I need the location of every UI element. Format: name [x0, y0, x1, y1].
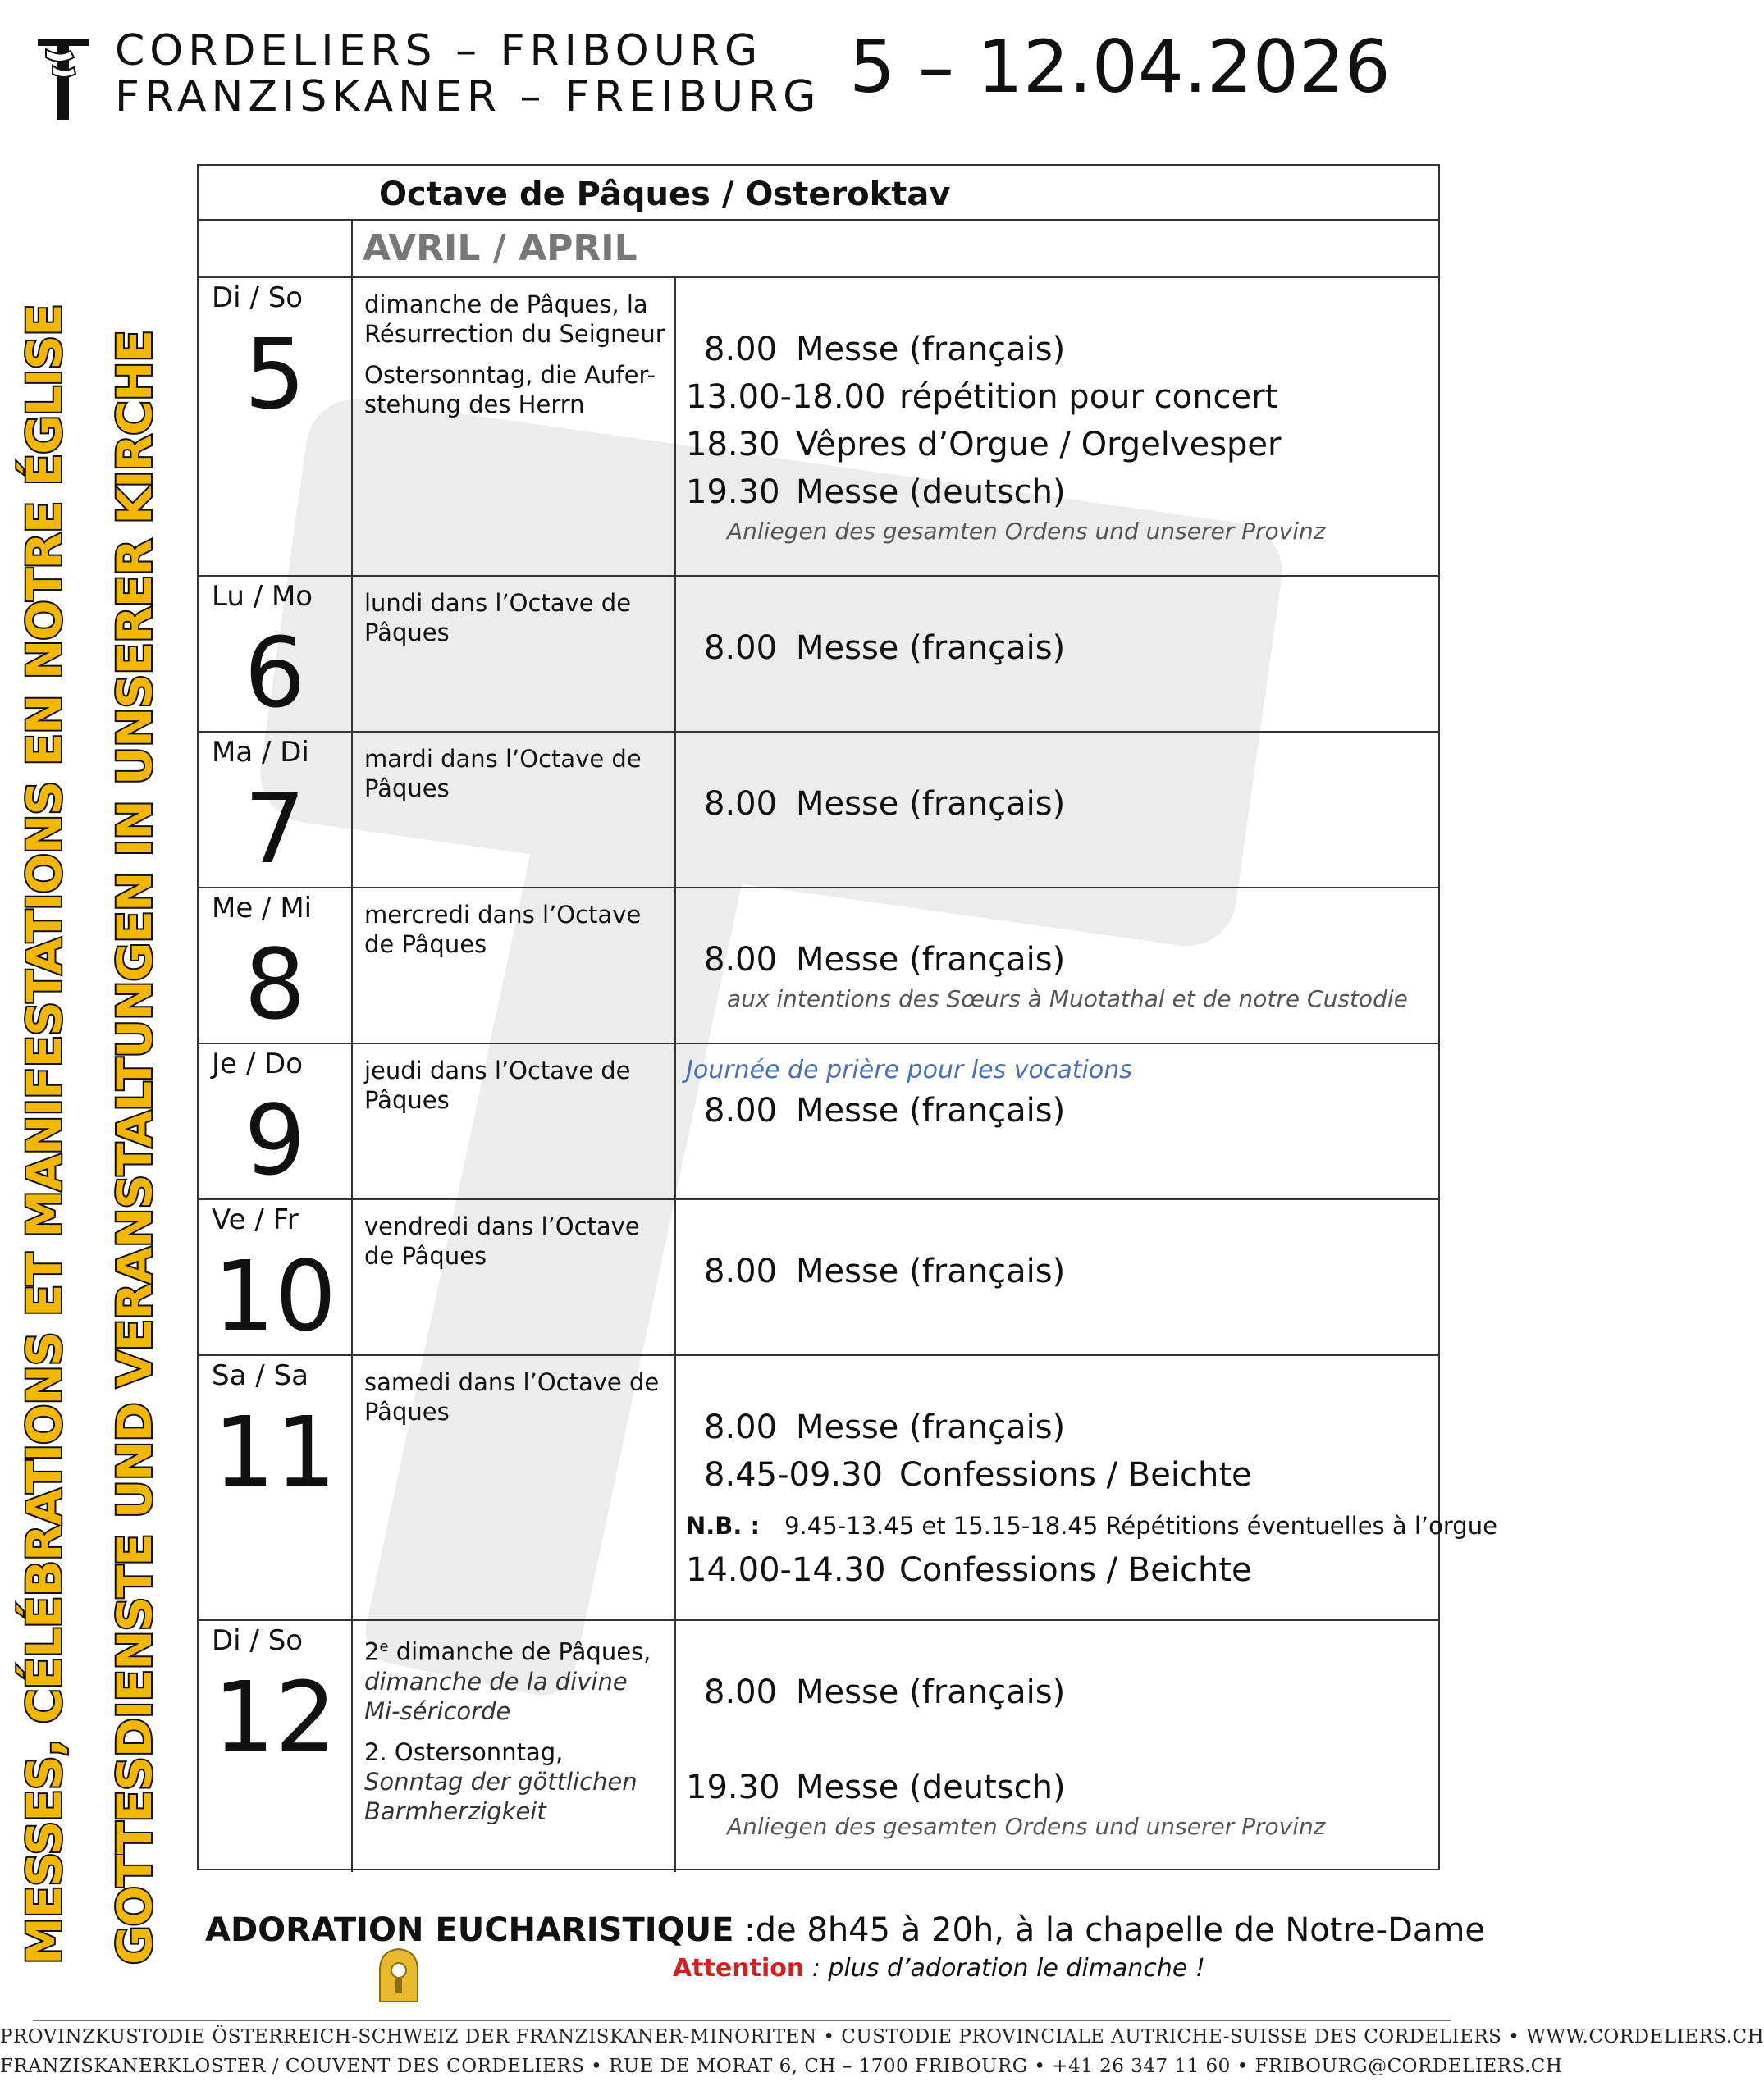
day-number: 9 — [244, 1084, 306, 1197]
adoration-text: de 8h45 à 20h, à la chapelle de Notre-Dame — [755, 1911, 1485, 1949]
day-number: 7 — [244, 772, 306, 885]
side-text-fr: MESSES, CÉLÉBRATIONS ET MANIFESTATIONS EN NOTRE ÉGLISE — [16, 304, 72, 1965]
day-row-5 — [199, 278, 1438, 577]
event: 8.45-09.30 Confessions / Beichte — [704, 1456, 1252, 1494]
liturgy-text — [364, 1632, 668, 1838]
day-row-9 — [199, 1044, 1438, 1200]
day-number: 8 — [244, 928, 306, 1041]
event: 8.00 Messe (français) — [704, 1408, 1066, 1446]
liturgy-text: jeudi dans l’Octave de Pâques — [364, 1057, 631, 1114]
day-number: 12 — [213, 1660, 337, 1774]
event: 8.00 Messe (français) — [704, 331, 1066, 368]
day-number: 6 — [244, 616, 306, 729]
day-row-6 — [199, 577, 1438, 733]
day-number: 11 — [213, 1395, 337, 1509]
nota-bene: N.B. : 9.45-13.45 et 15.15-18.45 Répétitions éventuelles à l’orgue — [686, 1512, 1497, 1540]
liturgy-text: mardi dans l’Octave de Pâques — [364, 745, 642, 802]
event: 19.30 Messe (deutsch) — [686, 473, 1066, 511]
footer-line-2: FRANZISKANERKLOSTER / COUVENT DES CORDELIERS • RUE DE MORAT 6, CH – 1700 FRIBOURG • +41 26 347 11 60 • FRIBOURG@CORDELIERS.CH — [0, 2056, 1563, 2077]
liturgy-text: vendredi dans l’Octave de Pâques — [364, 1212, 640, 1270]
octave-title: Octave de Pâques / Osteroktav — [379, 176, 951, 213]
event: 8.00 Messe (français) — [704, 1673, 1066, 1711]
schedule-table — [197, 164, 1497, 1870]
vocation-note: Journée de prière pour les vocations — [686, 1056, 1132, 1084]
day-row-12 — [199, 1621, 1438, 1872]
event-note: Anliegen des gesamten Ordens und unserer Provinz — [727, 518, 1326, 545]
attention-note: Attention : plus d’adoration le dimanche ! — [673, 1954, 1205, 1983]
day-abbr: Sa / Sa — [212, 1359, 308, 1392]
adoration-line: ADORATION EUCHARISTIQUE :de 8h45 à 20h, à la chapelle de Notre-Dame — [205, 1911, 1485, 1949]
liturgy-fr: 2e dimanche de Pâques, dimanche de la divine Mi-séricorde — [364, 1637, 651, 1725]
footer-line-1: PROVINZKUSTODIE ÖSTERREICH-SCHWEIZ DER FRANZISKANER-MINORITEN • CUSTODIE PROVINCIALE AUTRICHE-SUISSE DES CORDELIERS • WWW.CORDELIERS.CH — [0, 2026, 1764, 2048]
event: 19.30 Messe (deutsch) — [686, 1769, 1066, 1806]
liturgy-text: mercredi dans l’Octave de Pâques — [364, 901, 642, 958]
month-label: AVRIL / APRIL — [363, 227, 638, 269]
monstrance-icon — [373, 1946, 424, 2003]
day-abbr: Je / Do — [212, 1048, 303, 1080]
event: 8.00 Messe (français) — [704, 629, 1066, 667]
liturgy-text: samedi dans l’Octave de Pâques — [364, 1368, 660, 1426]
footer-divider — [33, 2020, 1451, 2021]
day-row-7 — [199, 733, 1438, 888]
org-title-de: FRANZISKANER – FREIBURG — [115, 72, 821, 121]
liturgy-de: 2. Ostersonntag, Sonntag der göttlichen Barmherzigkeit — [364, 1737, 638, 1825]
franciscan-cross-icon — [34, 33, 92, 123]
day-number: 5 — [244, 317, 306, 431]
attention-label: Attention — [673, 1954, 805, 1983]
day-abbr: Ma / Di — [212, 736, 309, 769]
day-row-11 — [199, 1356, 1497, 1621]
event: 8.00 Messe (français) — [704, 941, 1066, 979]
org-title — [115, 28, 820, 120]
day-abbr: Ve / Fr — [212, 1203, 299, 1236]
day-row-8 — [199, 888, 1438, 1044]
liturgy-text — [364, 290, 668, 431]
event: 8.00 Messe (français) — [704, 1092, 1066, 1130]
date-range: 5 – 12.04.2026 — [849, 25, 1391, 109]
org-title-fr: CORDELIERS – FRIBOURG — [115, 26, 763, 75]
event: 14.00-14.30 Confessions / Beichte — [686, 1551, 1252, 1589]
event: 8.00 Messe (français) — [704, 1253, 1066, 1290]
day-abbr: Di / So — [212, 281, 304, 314]
liturgy-fr: dimanche de Pâques, la Résurrection du Seigneur — [364, 290, 665, 348]
liturgy-de: Ostersonntag, die Aufer-stehung des Herrn — [364, 361, 656, 418]
adoration-label: ADORATION EUCHARISTIQUE — [205, 1911, 734, 1949]
event-note: aux intentions des Sœurs à Muotathal et de notre Custodie — [727, 985, 1408, 1012]
table-title-row — [199, 166, 1438, 221]
month-row — [199, 221, 1438, 278]
day-number: 10 — [213, 1239, 337, 1353]
day-row-10 — [199, 1200, 1438, 1356]
liturgy-text: lundi dans l’Octave de Pâques — [364, 589, 632, 646]
event: 18.30 Vêpres d’Orgue / Orgelvesper — [686, 426, 1282, 463]
day-abbr: Me / Mi — [212, 892, 313, 924]
event: 8.00 Messe (français) — [704, 785, 1066, 823]
day-abbr: Lu / Mo — [212, 580, 313, 613]
event-note: Anliegen des gesamten Ordens und unserer Provinz — [727, 1813, 1326, 1840]
event: 13.00-18.00 répétition pour concert — [686, 378, 1278, 416]
day-abbr: Di / So — [212, 1624, 304, 1657]
side-text-de: GOTTESDIENSTE UND VERANSTALTUNGEN IN UNSERER KIRCHE — [107, 331, 162, 1965]
